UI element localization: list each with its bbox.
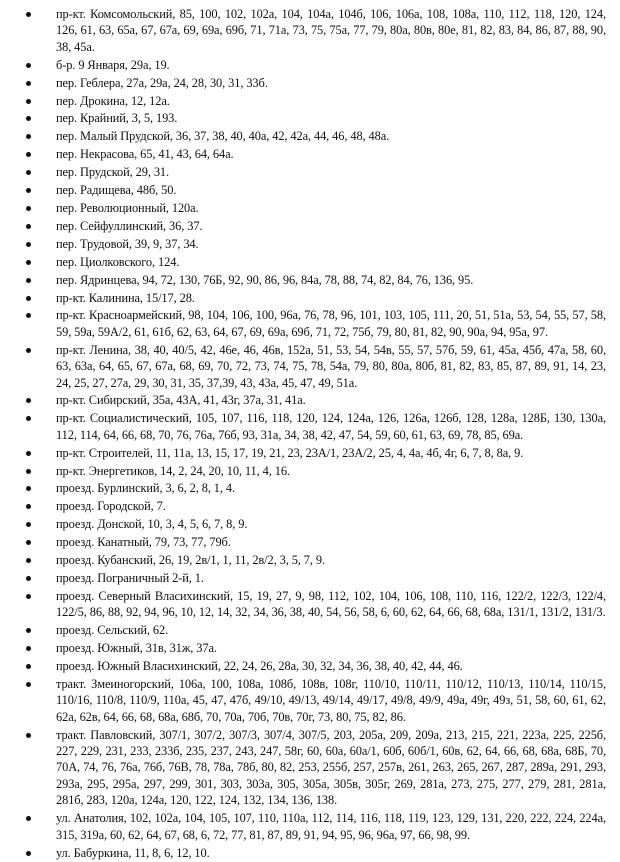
street-entry: пр-кт. Ленина, 38, 40, 40/5, 42, 46е, 46, 46в, 152а, 51, 53, 54, 54в, 55, 57, 57б, 59, 61, 45а, 45б, 47а, 58, 60, 63, 63а, 64, 65, 67, 67а, 68, 69, 70, 72, 73, 74, 75, 78, 54а, 79, 80, 80а, 80б, 81, 82, 83, 85, 87, 89, 91, 14, 23, 24, 25, 27, 27а, 29, 30, 31, 35, 37,39, 43, 43а, 45, 47, 49, 51а. xyxy=(56,342,606,390)
street-entry: проезд. Южный Власихинский, 22, 24, 26, 28а, 30, 32, 34, 36, 38, 40, 42, 44, 46. xyxy=(56,659,463,674)
bullet-icon xyxy=(26,522,31,527)
list-item xyxy=(8,342,606,391)
street-entry: пр-кт. Социалистический, 105, 107, 116, 118, 120, 124, 124а, 126, 126а, 126б, 128, 128а, 128Б, 130, 130а, 112, 114, 64, 66, 68, 70, 76, 76а, 76б, 93, 31а, 34, 38, 42, 47, 54, 59, 60, 61, 63, 69, 78, 85, 69а. xyxy=(56,411,606,442)
street-entry: проезд. Кубанский, 26, 19, 2в/1, 1, 11, 2в/2, 3, 5, 7, 9. xyxy=(56,553,325,568)
bullet-icon xyxy=(26,99,31,104)
bullet-icon xyxy=(26,664,31,669)
list-item xyxy=(8,552,606,568)
list-item xyxy=(8,254,606,270)
bullet-icon xyxy=(26,242,31,247)
street-entry: проезд. Канатный, 79, 73, 77, 79б. xyxy=(56,535,231,550)
list-item xyxy=(8,200,606,216)
street-entry: тракт. Змеиногорский, 106а, 100, 108а, 108б, 108в, 108г, 110/10, 110/11, 110/12, 110/13, 110/14, 110/15, 110/16, 110/8, 110/9, 110а, 45, 47, 47б, 49/10, 49/13, 49/14, 49/17, 49/8, 49/9, 49а, 49г, 49з, 51, 58, 60, 61, 62, 62а, 62в, 64, 66, 68, 68а, 68б, 70, 70а, 70б, 70в, 70г, 73, 80, 75, 82, 86. xyxy=(56,676,606,724)
bullet-icon xyxy=(26,733,31,738)
bullet-icon xyxy=(26,296,31,301)
street-entry: пр-кт. Комсомольский, 85, 100, 102, 102а, 104, 104а, 104б, 106, 106а, 108, 108а, 110, 112, 118, 120, 124, 126, 61, 63, 65а, 67, 67а, 69, 69а, 69б, 71, 71а, 73, 75, 75а, 77, 79, 80а, 80в, 80е, 81, 82, 83, 84, 86, 87, 88, 90, 38, 45а. xyxy=(56,7,606,54)
bullet-icon xyxy=(26,646,31,651)
list-item xyxy=(8,810,606,843)
bullet-icon xyxy=(26,851,31,856)
street-entry: пр-кт. Калинина, 15/17, 28. xyxy=(56,290,195,305)
list-item xyxy=(8,218,606,234)
street-entry: ул. Бабуркина, 11, 8, 6, 12, 10. xyxy=(56,845,210,860)
bullet-icon xyxy=(26,188,31,193)
street-entry: проезд. Сельский, 62. xyxy=(56,623,169,638)
street-entry: пр-кт. Сибирский, 35а, 43А, 41, 43г, 37а, 31, 41а. xyxy=(56,393,306,408)
list-item xyxy=(8,445,606,461)
list-item xyxy=(8,146,606,162)
list-item xyxy=(8,498,606,514)
street-entry: проезд. Бурлинский, 3, 6, 2, 8, 1, 4. xyxy=(56,481,235,496)
list-item xyxy=(8,57,606,73)
street-entry: пер. Сейфуллинский, 36, 37. xyxy=(56,218,203,233)
list-item xyxy=(8,676,606,725)
list-item xyxy=(8,463,606,479)
bullet-icon xyxy=(26,116,31,121)
list-item xyxy=(8,727,606,809)
list-item xyxy=(8,236,606,252)
bullet-icon xyxy=(26,152,31,157)
bullet-icon xyxy=(26,576,31,581)
street-entry: пер. Малый Прудской, 36, 37, 38, 40, 40а, 42, 42а, 44, 46, 48, 48а. xyxy=(56,129,390,144)
bullet-icon xyxy=(26,224,31,229)
list-item xyxy=(8,164,606,180)
list-item xyxy=(8,272,606,288)
bullet-icon xyxy=(26,540,31,545)
list-item xyxy=(8,640,606,656)
street-entry: пер. Радищева, 48б, 50. xyxy=(56,183,177,198)
bullet-icon xyxy=(26,469,31,474)
list-item xyxy=(8,93,606,109)
bullet-icon xyxy=(26,628,31,633)
street-entry: б-р. 9 Января, 29а, 19. xyxy=(56,57,170,72)
street-entry: проезд. Северный Власихинский, 15, 19, 27, 9, 98, 112, 102, 104, 106, 108, 110, 116, 122/2, 122/3, 122/4, 122/5, 86, 88, 92, 94, 96, 10, 12, 14, 32, 34, 36, 38, 40, 54, 56, 58, 6, 60, 62, 64, 66, 68, 68а, 131/1, 131/2, 131/3. xyxy=(56,588,606,620)
bullet-icon xyxy=(26,170,31,175)
bullet-icon xyxy=(26,594,31,599)
street-entry: проезд. Городской, 7. xyxy=(56,499,166,514)
list-item xyxy=(8,182,606,198)
bullet-icon xyxy=(26,63,31,68)
bullet-icon xyxy=(26,558,31,563)
bullet-icon xyxy=(26,134,31,139)
street-entry: пр-кт. Красноармейский, 98, 104, 106, 100, 96а, 76, 78, 96, 101, 103, 105, 111, 20, 51, 51а, 53, 54, 55, 57, 58, 59, 59а, 59А/2, 61, 61б, 62, 63, 64, 67, 69, 69а, 69б, 71, 72, 75б, 79, 80, 81, 82, 90, 90а, 94, 95а, 97. xyxy=(56,308,606,339)
list-item xyxy=(8,570,606,586)
list-item xyxy=(8,516,606,532)
address-list xyxy=(8,6,606,861)
street-entry: пер. Циолковского, 124. xyxy=(56,254,180,269)
bullet-icon xyxy=(26,486,31,491)
street-entry: проезд. Южный, 31в, 31ж, 37а. xyxy=(56,641,217,656)
list-item xyxy=(8,392,606,408)
street-entry: проезд. Пограничный 2-й, 1. xyxy=(56,571,204,585)
bullet-icon xyxy=(26,348,31,353)
street-entry: пр-кт. Строителей, 11, 11а, 13, 15, 17, 19, 21, 23, 23А/1, 23А/2, 25, 4, 4а, 4б, 4г, 6, 7, 8, 8а, 9. xyxy=(56,445,524,460)
list-item xyxy=(8,658,606,674)
list-item xyxy=(8,845,606,861)
bullet-icon xyxy=(26,313,31,318)
street-entry: пер. Некрасова, 65, 41, 43, 64, 64а. xyxy=(56,147,234,162)
bullet-icon xyxy=(26,416,31,421)
bullet-icon xyxy=(26,81,31,86)
bullet-icon xyxy=(26,12,31,17)
list-item xyxy=(8,128,606,144)
street-entry: пер. Прудской, 29, 31. xyxy=(56,165,170,180)
list-item xyxy=(8,480,606,496)
list-item xyxy=(8,6,606,55)
street-entry: пер. Ядринцева, 94, 72, 130, 76Б, 92, 90, 86, 96, 84а, 78, 88, 74, 82, 84, 76, 136, 95. xyxy=(56,272,474,287)
list-item xyxy=(8,410,606,443)
bullet-icon xyxy=(26,260,31,265)
street-entry: пер. Геблера, 27а, 29а, 24, 28, 30, 31, 33б. xyxy=(56,75,268,90)
street-entry: пер. Трудовой, 39, 9, 37, 34. xyxy=(56,236,199,251)
bullet-icon xyxy=(26,451,31,456)
list-item xyxy=(8,307,606,340)
list-item xyxy=(8,588,606,621)
street-entry: пер. Революционный, 120а. xyxy=(56,200,199,215)
bullet-icon xyxy=(26,816,31,821)
street-entry: пр-кт. Энергетиков, 14, 2, 24, 20, 10, 11, 4, 16. xyxy=(56,463,290,478)
list-item xyxy=(8,75,606,91)
list-item xyxy=(8,110,606,126)
street-entry: пер. Дрокина, 12, 12а. xyxy=(56,93,170,108)
bullet-icon xyxy=(26,682,31,687)
street-entry: пер. Крайний, 3, 5, 193. xyxy=(56,111,178,126)
bullet-icon xyxy=(26,206,31,211)
bullet-icon xyxy=(26,504,31,509)
bullet-icon xyxy=(26,398,31,403)
street-entry: проезд. Донской, 10, 3, 4, 5, 6, 7, 8, 9. xyxy=(56,517,248,532)
list-item xyxy=(8,290,606,306)
list-item xyxy=(8,622,606,638)
bullet-icon xyxy=(26,278,31,283)
list-item xyxy=(8,534,606,550)
street-entry: тракт. Павловский, 307/1, 307/2, 307/3, 307/4, 307/5, 203, 205а, 209, 209а, 213, 215, 221, 223а, 225, 225б, 227, 229, 231, 233, 233б, 235, 237, 243, 247, 58г, 60, 60а, 60а/1, 60б, 60б/1, 60в, 62, 64, 66, 68, 68а, 68Б, 70, 70А, 74, 76, 76а, 76б, 76В, 78, 78а, 78б, 80, 82, 253, 255б, 257, 257в, 261, 263, 265, 267, 287, 289а, 291, 293, 293а, 295, 295а, 297, 299, 301, 303, 303а, 305, 305а, 305в, 305г, 269, 281а, 273, 275, 277, 279, 281, 281а, 281б, 283, 120а, 124а, 120, 122, 124, 132, 134, 136, 138. xyxy=(56,727,606,808)
street-entry: ул. Анатолия, 102, 102а, 104, 105, 107, 110, 110а, 112, 114, 116, 118, 119, 123, 129, 131, 220, 222, 224, 224а, 315, 319а, 60, 62, 64, 67, 68, 6, 72, 77, 81, 87, 89, 91, 94, 95, 96, 96а, 97, 66, 98, 99. xyxy=(56,811,606,842)
